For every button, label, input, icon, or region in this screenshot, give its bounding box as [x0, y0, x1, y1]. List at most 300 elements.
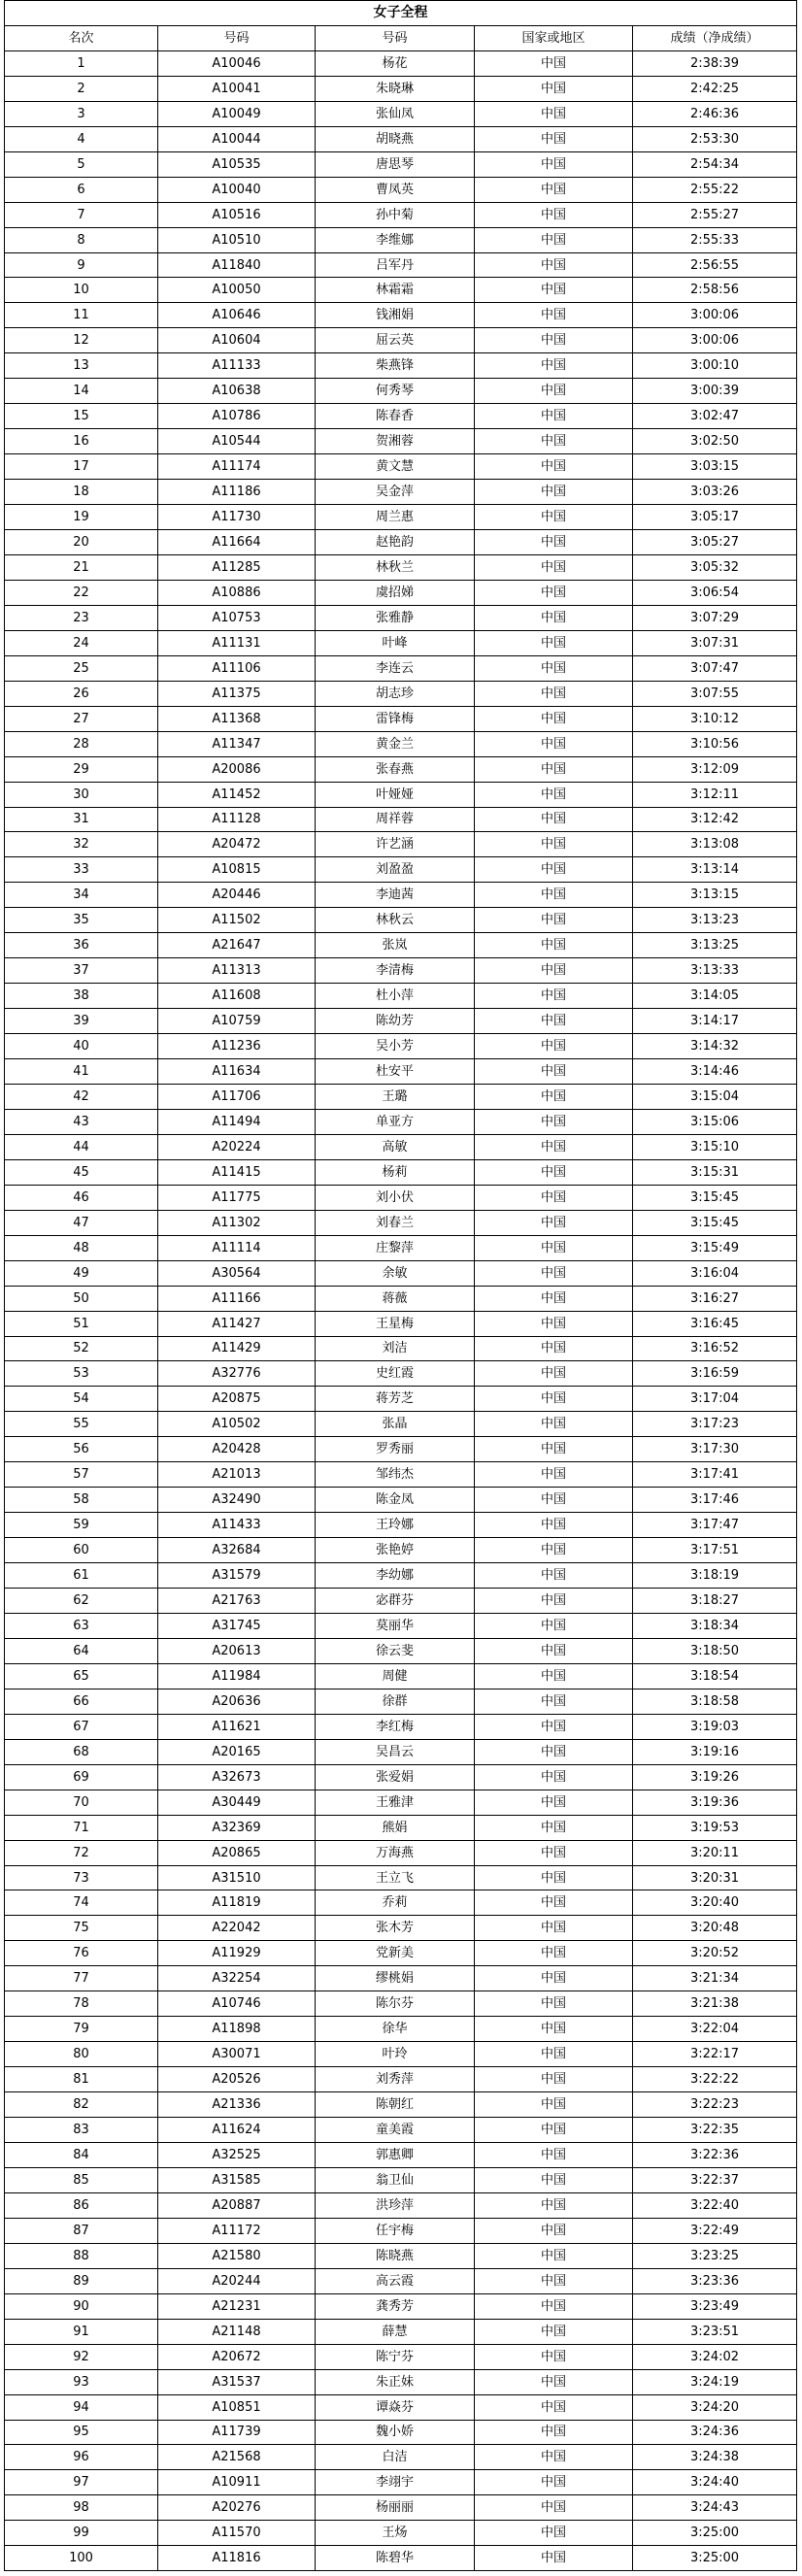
- table-row: [5, 303, 797, 328]
- country-cell: 中国: [475, 782, 633, 807]
- name-cell: 黄金兰: [316, 731, 475, 756]
- rank-cell: 81: [5, 2067, 158, 2092]
- table-row: [5, 202, 797, 227]
- rank-cell: 41: [5, 1059, 158, 1085]
- result-cell: 3:25:00: [633, 2546, 797, 2571]
- rank-cell: 28: [5, 731, 158, 756]
- bib-cell: A20887: [158, 2192, 316, 2218]
- rank-cell: 64: [5, 1638, 158, 1663]
- name-cell: 张岚: [316, 933, 475, 958]
- name-cell: 唐思琴: [316, 151, 475, 177]
- bib-cell: A31537: [158, 2369, 316, 2394]
- table-row: [5, 76, 797, 101]
- result-cell: 3:19:16: [633, 1739, 797, 1764]
- name-cell: 赵艳韵: [316, 530, 475, 555]
- name-cell: 洪珍萍: [316, 2192, 475, 2218]
- bib-cell: A11236: [158, 1034, 316, 1059]
- result-cell: 3:07:31: [633, 630, 797, 655]
- bib-cell: A11775: [158, 1185, 316, 1210]
- rank-cell: 4: [5, 126, 158, 151]
- rank-cell: 2: [5, 76, 158, 101]
- table-row: [5, 101, 797, 126]
- rank-cell: 65: [5, 1663, 158, 1689]
- country-cell: 中国: [475, 76, 633, 101]
- name-cell: 许艺涵: [316, 832, 475, 857]
- rank-cell: 77: [5, 1966, 158, 1991]
- table-row: [5, 1084, 797, 1109]
- result-cell: 3:18:50: [633, 1638, 797, 1663]
- country-cell: 中国: [475, 2143, 633, 2168]
- title-row: [5, 1, 797, 26]
- bib-cell: A20276: [158, 2495, 316, 2521]
- country-cell: 中国: [475, 1134, 633, 1159]
- rank-cell: 84: [5, 2143, 158, 2168]
- result-cell: 3:12:09: [633, 756, 797, 782]
- name-cell: 李幼娜: [316, 1563, 475, 1589]
- result-cell: 3:22:37: [633, 2167, 797, 2192]
- bib-cell: A11347: [158, 731, 316, 756]
- rank-cell: 52: [5, 1336, 158, 1361]
- result-cell: 3:17:41: [633, 1462, 797, 1488]
- rank-cell: 48: [5, 1235, 158, 1260]
- header-country: 国家或地区: [475, 25, 633, 50]
- table-row: [5, 1790, 797, 1815]
- rank-cell: 32: [5, 832, 158, 857]
- bib-cell: A21336: [158, 2092, 316, 2118]
- country-cell: 中国: [475, 1589, 633, 1614]
- country-cell: 中国: [475, 1412, 633, 1437]
- name-cell: 王炀: [316, 2521, 475, 2546]
- bib-cell: A21013: [158, 1462, 316, 1488]
- country-cell: 中国: [475, 933, 633, 958]
- table-row: [5, 1009, 797, 1034]
- rank-cell: 27: [5, 706, 158, 731]
- bib-cell: A31510: [158, 1865, 316, 1890]
- result-cell: 3:18:19: [633, 1563, 797, 1589]
- table-body: [5, 50, 797, 2570]
- country-cell: 中国: [475, 2268, 633, 2293]
- result-cell: 2:55:33: [633, 227, 797, 252]
- country-cell: 中国: [475, 1437, 633, 1462]
- name-cell: 单亚方: [316, 1109, 475, 1134]
- bib-cell: A32684: [158, 1538, 316, 1563]
- rank-cell: 74: [5, 1890, 158, 1916]
- country-cell: 中国: [475, 1966, 633, 1991]
- result-cell: 2:58:56: [633, 278, 797, 303]
- table-row: [5, 1034, 797, 1059]
- table-row: [5, 2420, 797, 2445]
- name-cell: 雷锋梅: [316, 706, 475, 731]
- name-cell: 白洁: [316, 2445, 475, 2470]
- rank-cell: 44: [5, 1134, 158, 1159]
- bib-cell: A10911: [158, 2470, 316, 2495]
- name-cell: 黄文慧: [316, 454, 475, 480]
- country-cell: 中国: [475, 2546, 633, 2571]
- country-cell: 中国: [475, 1714, 633, 1739]
- result-cell: 3:17:47: [633, 1513, 797, 1538]
- table-row: [5, 1714, 797, 1739]
- name-cell: 王雅津: [316, 1790, 475, 1815]
- country-cell: 中国: [475, 2369, 633, 2394]
- country-cell: 中国: [475, 379, 633, 404]
- bib-cell: A10046: [158, 50, 316, 76]
- name-cell: 陈春香: [316, 404, 475, 429]
- rank-cell: 91: [5, 2319, 158, 2344]
- country-cell: 中国: [475, 252, 633, 278]
- result-cell: 3:13:08: [633, 832, 797, 857]
- table-row: [5, 2394, 797, 2420]
- rank-cell: 35: [5, 908, 158, 933]
- country-cell: 中国: [475, 1614, 633, 1639]
- country-cell: 中国: [475, 1513, 633, 1538]
- name-cell: 吕军丹: [316, 252, 475, 278]
- name-cell: 王立飞: [316, 1865, 475, 1890]
- country-cell: 中国: [475, 580, 633, 605]
- bib-cell: A20613: [158, 1638, 316, 1663]
- rank-cell: 58: [5, 1488, 158, 1513]
- table-row: [5, 2293, 797, 2319]
- bib-cell: A11427: [158, 1311, 316, 1336]
- rank-cell: 80: [5, 2042, 158, 2067]
- name-cell: 虞招娣: [316, 580, 475, 605]
- table-row: [5, 1638, 797, 1663]
- result-cell: 3:02:50: [633, 429, 797, 454]
- table-row: [5, 1336, 797, 1361]
- rank-cell: 62: [5, 1589, 158, 1614]
- result-cell: 3:22:49: [633, 2218, 797, 2243]
- rank-cell: 72: [5, 1840, 158, 1865]
- rank-cell: 31: [5, 807, 158, 832]
- table-row: [5, 1663, 797, 1689]
- bib-cell: A11114: [158, 1235, 316, 1260]
- name-cell: 龚秀芳: [316, 2293, 475, 2319]
- country-cell: 中国: [475, 227, 633, 252]
- name-cell: 刘盈盈: [316, 857, 475, 883]
- name-cell: 李翊宇: [316, 2470, 475, 2495]
- result-cell: 3:14:17: [633, 1009, 797, 1034]
- country-cell: 中国: [475, 2394, 633, 2420]
- bib-cell: A11570: [158, 2521, 316, 2546]
- table-row: [5, 1109, 797, 1134]
- rank-cell: 95: [5, 2420, 158, 2445]
- name-cell: 何秀琴: [316, 379, 475, 404]
- rank-cell: 61: [5, 1563, 158, 1589]
- rank-cell: 26: [5, 681, 158, 706]
- rank-cell: 66: [5, 1689, 158, 1714]
- rank-cell: 30: [5, 782, 158, 807]
- table-row: [5, 126, 797, 151]
- result-cell: 3:17:23: [633, 1412, 797, 1437]
- country-cell: 中国: [475, 706, 633, 731]
- table-row: [5, 278, 797, 303]
- country-cell: 中国: [475, 2243, 633, 2268]
- table-row: [5, 379, 797, 404]
- name-cell: 翁卫仙: [316, 2167, 475, 2192]
- result-cell: 3:18:54: [633, 1663, 797, 1689]
- table-row: [5, 1589, 797, 1614]
- rank-cell: 12: [5, 328, 158, 353]
- result-cell: 3:16:45: [633, 1311, 797, 1336]
- rank-cell: 78: [5, 1991, 158, 2017]
- table-row: [5, 151, 797, 177]
- name-cell: 周健: [316, 1663, 475, 1689]
- table-row: [5, 1513, 797, 1538]
- name-cell: 王星梅: [316, 1311, 475, 1336]
- country-cell: 中国: [475, 1009, 633, 1034]
- result-cell: 3:18:27: [633, 1589, 797, 1614]
- country-cell: 中国: [475, 984, 633, 1009]
- result-cell: 3:17:04: [633, 1387, 797, 1412]
- country-cell: 中国: [475, 303, 633, 328]
- country-cell: 中国: [475, 1865, 633, 1890]
- bib-cell: A11502: [158, 908, 316, 933]
- bib-cell: A32369: [158, 1815, 316, 1840]
- table-row: [5, 1210, 797, 1235]
- result-cell: 3:23:36: [633, 2268, 797, 2293]
- name-cell: 乔莉: [316, 1890, 475, 1916]
- table-row: [5, 1134, 797, 1159]
- country-cell: 中国: [475, 151, 633, 177]
- rank-cell: 63: [5, 1614, 158, 1639]
- result-cell: 2:46:36: [633, 101, 797, 126]
- country-cell: 中国: [475, 530, 633, 555]
- country-cell: 中国: [475, 554, 633, 580]
- rank-cell: 25: [5, 655, 158, 681]
- country-cell: 中国: [475, 756, 633, 782]
- bib-cell: A11285: [158, 554, 316, 580]
- rank-cell: 89: [5, 2268, 158, 2293]
- result-cell: 3:23:25: [633, 2243, 797, 2268]
- result-cell: 3:12:42: [633, 807, 797, 832]
- name-cell: 杜小萍: [316, 984, 475, 1009]
- table-row: [5, 1462, 797, 1488]
- country-cell: 中国: [475, 1890, 633, 1916]
- bib-cell: A10535: [158, 151, 316, 177]
- table-row: [5, 1991, 797, 2017]
- result-cell: 3:15:06: [633, 1109, 797, 1134]
- name-cell: 李红梅: [316, 1714, 475, 1739]
- name-cell: 史红霞: [316, 1361, 475, 1387]
- table-row: [5, 1815, 797, 1840]
- bib-cell: A11429: [158, 1336, 316, 1361]
- table-row: [5, 1311, 797, 1336]
- rank-cell: 34: [5, 883, 158, 908]
- result-cell: 3:20:40: [633, 1890, 797, 1916]
- bib-cell: A32525: [158, 2143, 316, 2168]
- rank-cell: 19: [5, 505, 158, 530]
- bib-cell: A21148: [158, 2319, 316, 2344]
- result-cell: 3:18:34: [633, 1614, 797, 1639]
- country-cell: 中国: [475, 505, 633, 530]
- name-cell: 张木芳: [316, 1916, 475, 1941]
- bib-cell: A30564: [158, 1260, 316, 1286]
- name-cell: 曹凤英: [316, 177, 475, 202]
- bib-cell: A11128: [158, 807, 316, 832]
- result-cell: 3:19:03: [633, 1714, 797, 1739]
- bib-cell: A32490: [158, 1488, 316, 1513]
- table-row: [5, 505, 797, 530]
- rank-cell: 16: [5, 429, 158, 454]
- rank-cell: 90: [5, 2293, 158, 2319]
- country-cell: 中国: [475, 2167, 633, 2192]
- name-cell: 童美霞: [316, 2118, 475, 2143]
- result-cell: 3:15:45: [633, 1210, 797, 1235]
- name-cell: 周兰惠: [316, 505, 475, 530]
- result-cell: 3:00:39: [633, 379, 797, 404]
- rank-cell: 55: [5, 1412, 158, 1437]
- rank-cell: 21: [5, 554, 158, 580]
- result-cell: 3:00:06: [633, 303, 797, 328]
- bib-cell: A11313: [158, 958, 316, 984]
- bib-cell: A11929: [158, 1941, 316, 1966]
- table-title: 女子全程: [5, 1, 797, 26]
- name-cell: 王玲娜: [316, 1513, 475, 1538]
- table-row: [5, 580, 797, 605]
- rank-cell: 98: [5, 2495, 158, 2521]
- country-cell: 中国: [475, 1916, 633, 1941]
- table-row: [5, 1739, 797, 1764]
- result-cell: 3:14:32: [633, 1034, 797, 1059]
- name-cell: 屈云英: [316, 328, 475, 353]
- name-cell: 徐群: [316, 1689, 475, 1714]
- result-cell: 3:10:12: [633, 706, 797, 731]
- bib-cell: A11452: [158, 782, 316, 807]
- country-cell: 中国: [475, 883, 633, 908]
- bib-cell: A11166: [158, 1286, 316, 1311]
- table-row: [5, 177, 797, 202]
- name-cell: 刘小伏: [316, 1185, 475, 1210]
- name-cell: 高云霞: [316, 2268, 475, 2293]
- result-cell: 3:21:38: [633, 1991, 797, 2017]
- rank-cell: 70: [5, 1790, 158, 1815]
- rank-cell: 97: [5, 2470, 158, 2495]
- bib-cell: A10050: [158, 278, 316, 303]
- country-cell: 中国: [475, 1663, 633, 1689]
- bib-cell: A20636: [158, 1689, 316, 1714]
- table-row: [5, 1235, 797, 1260]
- country-cell: 中国: [475, 177, 633, 202]
- table-row: [5, 630, 797, 655]
- table-row: [5, 984, 797, 1009]
- country-cell: 中国: [475, 1991, 633, 2017]
- result-cell: 3:20:11: [633, 1840, 797, 1865]
- bib-cell: A10044: [158, 126, 316, 151]
- country-cell: 中国: [475, 958, 633, 984]
- country-cell: 中国: [475, 1336, 633, 1361]
- country-cell: 中国: [475, 1260, 633, 1286]
- bib-cell: A10040: [158, 177, 316, 202]
- rank-cell: 3: [5, 101, 158, 126]
- rank-cell: 46: [5, 1185, 158, 1210]
- bib-cell: A10759: [158, 1009, 316, 1034]
- name-cell: 叶玲: [316, 2042, 475, 2067]
- name-cell: 刘春兰: [316, 1210, 475, 1235]
- name-cell: 林秋云: [316, 908, 475, 933]
- country-cell: 中国: [475, 1286, 633, 1311]
- country-cell: 中国: [475, 1488, 633, 1513]
- result-cell: 3:12:11: [633, 782, 797, 807]
- result-cell: 3:20:48: [633, 1916, 797, 1941]
- result-cell: 3:15:45: [633, 1185, 797, 1210]
- name-cell: 叶娅娅: [316, 782, 475, 807]
- name-cell: 林霜霜: [316, 278, 475, 303]
- bib-cell: A20244: [158, 2268, 316, 2293]
- name-cell: 任宇梅: [316, 2218, 475, 2243]
- country-cell: 中国: [475, 2470, 633, 2495]
- bib-cell: A32254: [158, 1966, 316, 1991]
- country-cell: 中国: [475, 429, 633, 454]
- header-result: 成绩（净成绩）: [633, 25, 797, 50]
- name-cell: 叶峰: [316, 630, 475, 655]
- country-cell: 中国: [475, 1538, 633, 1563]
- rank-cell: 53: [5, 1361, 158, 1387]
- bib-cell: A10886: [158, 580, 316, 605]
- rank-cell: 13: [5, 353, 158, 379]
- country-cell: 中国: [475, 1563, 633, 1589]
- bib-cell: A20472: [158, 832, 316, 857]
- bib-cell: A10786: [158, 404, 316, 429]
- rank-cell: 24: [5, 630, 158, 655]
- header-name: 号码: [316, 25, 475, 50]
- bib-cell: A11816: [158, 2546, 316, 2571]
- table-row: [5, 1890, 797, 1916]
- name-cell: 柴燕锋: [316, 353, 475, 379]
- header-bib: 号码: [158, 25, 316, 50]
- name-cell: 高敏: [316, 1134, 475, 1159]
- rank-cell: 10: [5, 278, 158, 303]
- bib-cell: A10646: [158, 303, 316, 328]
- name-cell: 党新美: [316, 1941, 475, 1966]
- table-row: [5, 1185, 797, 1210]
- bib-cell: A30449: [158, 1790, 316, 1815]
- table-row: [5, 2243, 797, 2268]
- bib-cell: A10746: [158, 1991, 316, 2017]
- table-row: [5, 1387, 797, 1412]
- bib-cell: A20672: [158, 2344, 316, 2369]
- rank-cell: 18: [5, 480, 158, 505]
- bib-cell: A11131: [158, 630, 316, 655]
- result-cell: 3:15:10: [633, 1134, 797, 1159]
- table-row: [5, 2495, 797, 2521]
- country-cell: 中国: [475, 1311, 633, 1336]
- result-cell: 3:16:04: [633, 1260, 797, 1286]
- name-cell: 林秋兰: [316, 554, 475, 580]
- table-row: [5, 857, 797, 883]
- table-row: [5, 2344, 797, 2369]
- rank-cell: 20: [5, 530, 158, 555]
- table-row: [5, 530, 797, 555]
- table-row: [5, 1840, 797, 1865]
- name-cell: 张雅静: [316, 605, 475, 630]
- rank-cell: 45: [5, 1159, 158, 1185]
- bib-cell: A11186: [158, 480, 316, 505]
- result-cell: 3:23:51: [633, 2319, 797, 2344]
- table-row: [5, 50, 797, 76]
- table-row: [5, 731, 797, 756]
- name-cell: 邹纬杰: [316, 1462, 475, 1488]
- bib-cell: A20224: [158, 1134, 316, 1159]
- bib-cell: A32776: [158, 1361, 316, 1387]
- bib-cell: A11634: [158, 1059, 316, 1085]
- country-cell: 中国: [475, 2092, 633, 2118]
- table-row: [5, 1764, 797, 1790]
- result-cell: 3:21:34: [633, 1966, 797, 1991]
- rank-cell: 14: [5, 379, 158, 404]
- country-cell: 中国: [475, 1159, 633, 1185]
- name-cell: 吴金萍: [316, 480, 475, 505]
- name-cell: 宓群芬: [316, 1589, 475, 1614]
- rank-cell: 23: [5, 605, 158, 630]
